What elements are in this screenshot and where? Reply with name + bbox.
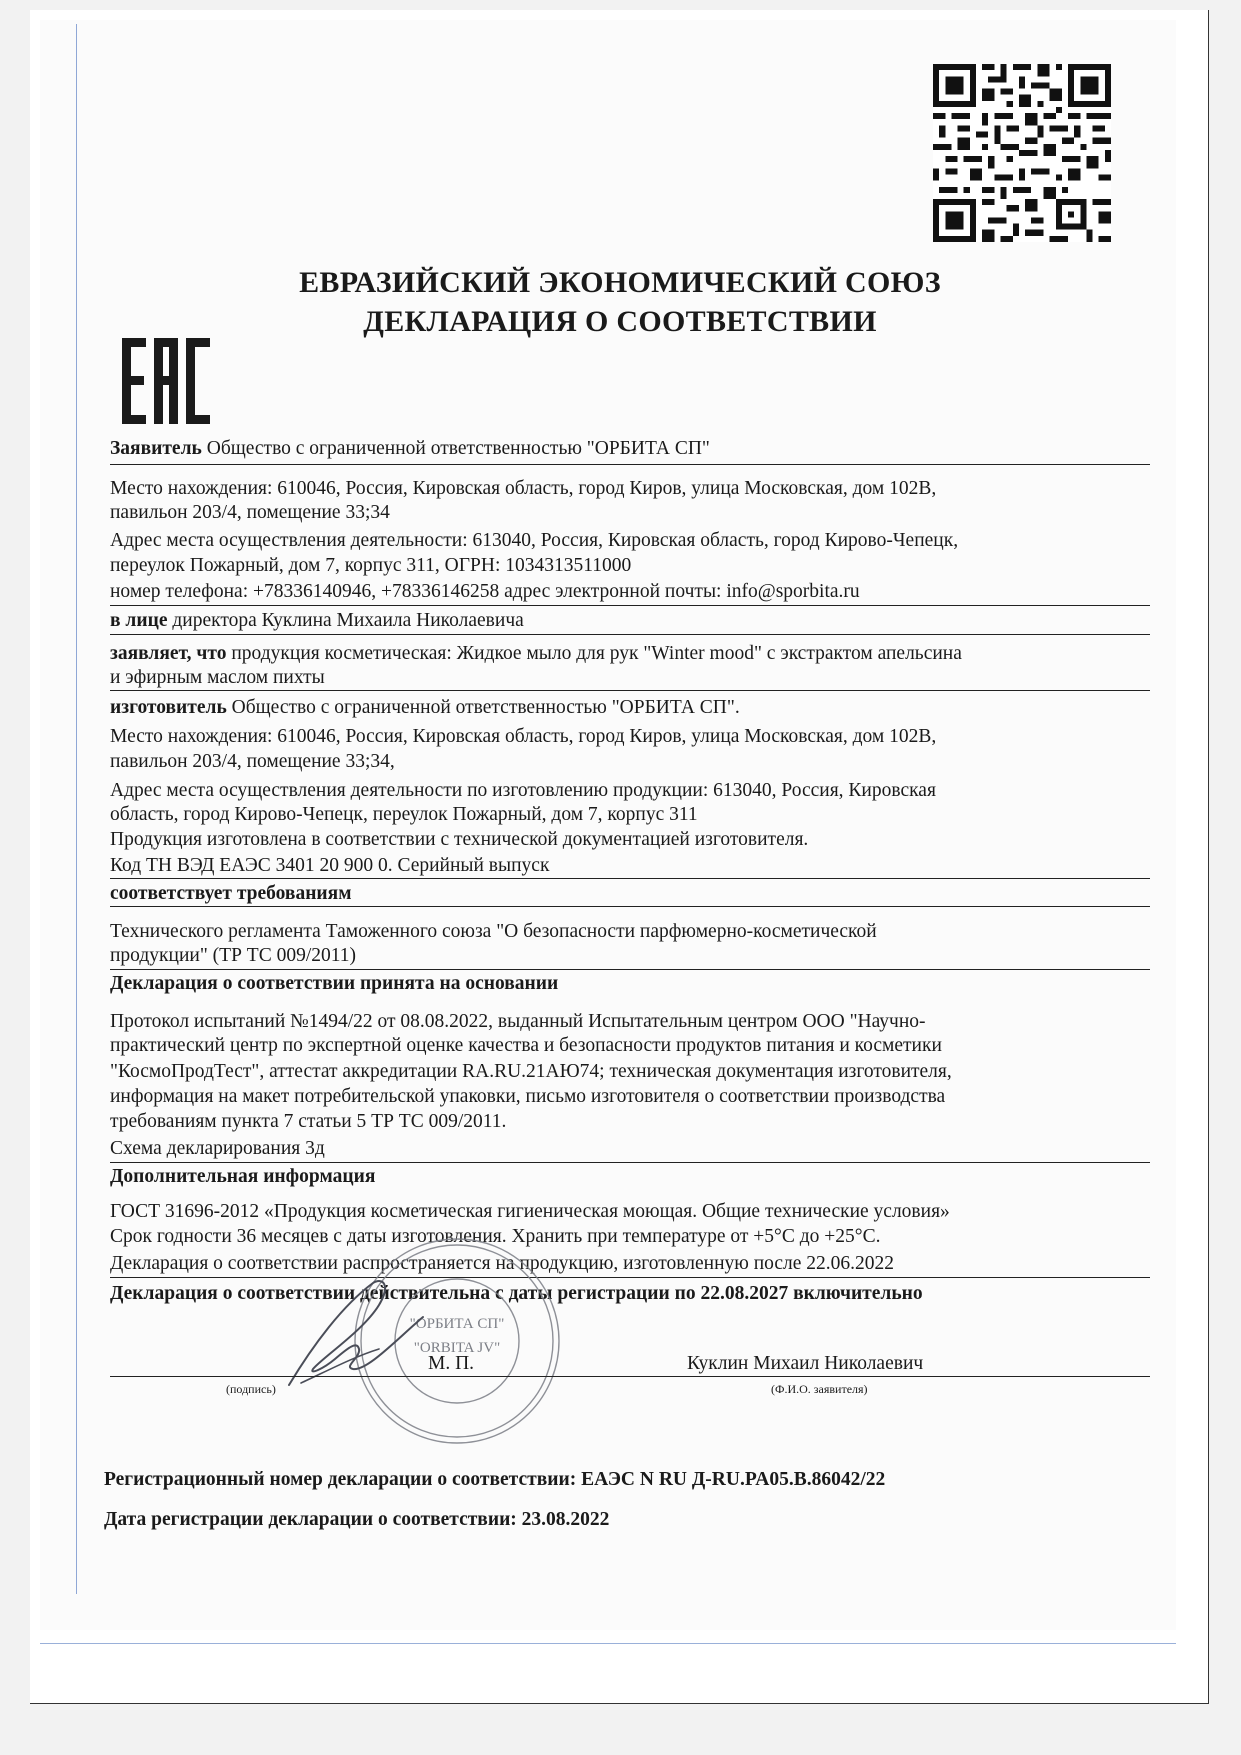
manufacturer-activity-line1: Адрес места осуществления деятельности по изготовлению продукции: 613040, Россия, Кировская (110, 780, 936, 801)
requirements-line1: Технического регламента Таможенного союза "О безопасности парфюмерно-косметической (110, 921, 877, 942)
applicant-person-line (110, 609, 524, 632)
document-title-line2: ДЕКЛАРАЦИЯ О СООТВЕТСТВИИ (363, 305, 877, 338)
validity-text: Декларация о соответствии действительна с даты регистрации по 22.08.2027 включительно (110, 1283, 923, 1304)
applicant-location-line2: павильон 203/4, помещение 33;34 (110, 502, 390, 523)
basis-label (110, 972, 558, 995)
applicant-location-line1: Место нахождения: 610046, Россия, Кировская область, город Киров, улица Московская, дом 102В, (110, 478, 937, 499)
basis-line4: информация на макет потребительской упаковки, письмо изготовителя о соответствии производства (110, 1086, 946, 1107)
applicant-contacts: номер телефона: +78336140946, +78336146258 адрес электронной почты: info@sporbita.ru (110, 581, 860, 602)
rule (110, 464, 1150, 465)
additional-line3: Декларация о соответствии распространяется на продукцию, изготовленную после 22.06.2022 (110, 1253, 895, 1274)
manufacturer-documentation: Продукция изготовлена в соответствии с технической документацией изготовителя. (110, 829, 809, 850)
page-bottom-line (40, 1643, 1176, 1644)
document-title-line1: ЕВРАЗИЙСКИЙ ЭКОНОМИЧЕСКИЙ СОЮЗ (299, 266, 941, 299)
product-line1 (110, 642, 962, 665)
applicant-activity-line1: Адрес места осуществления деятельности: 613040, Россия, Кировская область, город Кирово-Чепецк, (110, 530, 959, 551)
stamp-text-bottom: "ORBITA JV" (413, 1340, 501, 1356)
qr-code-icon (933, 64, 1111, 242)
applicant-line (110, 437, 710, 460)
rule (110, 1277, 1150, 1278)
product-code: Код ТН ВЭД ЕАЭС 3401 20 900 0. Серийный выпуск (110, 855, 550, 876)
manufacturer-location-line1: Место нахождения: 610046, Россия, Кировская область, город Киров, улица Московская, дом 102В, (110, 726, 937, 747)
applicant-person: директора Куклина Михаила Николаевича (167, 610, 524, 631)
product-description: продукция косметическая: Жидкое мыло для рук "Winter mood" с экстрактом апельсина (226, 643, 962, 664)
manufacturer-name: Общество с ограниченной ответственностью "ОРБИТА СП". (226, 697, 740, 718)
applicant-activity-line2: переулок Пожарный, дом 7, корпус 311, ОГРН: 1034313511000 (110, 555, 632, 576)
manufacturer-location-line2: павильон 203/4, помещение 33;34, (110, 751, 395, 772)
requirements-line2: продукции" (ТР ТС 009/2011) (110, 945, 357, 966)
person-label: в лице (110, 610, 168, 631)
additional-line1: ГОСТ 31696-2012 «Продукция косметическая гигиеническая моющая. Общие технические условия» (110, 1201, 950, 1222)
registration-number (104, 1468, 885, 1491)
rule (110, 634, 1150, 635)
rule (110, 690, 1150, 691)
applicant-label: Заявитель (110, 438, 202, 459)
manufacturer-label: изготовитель (110, 697, 227, 718)
basis-line5: требованиям пункта 7 статьи 5 ТР ТС 009/2011. (110, 1111, 507, 1132)
stamp-text-top: "ОРБИТА СП" (409, 1316, 505, 1332)
registration-date-text: Дата регистрации декларации о соответствии: 23.08.2022 (104, 1509, 610, 1530)
applicant-name: Общество с ограниченной ответственностью "ОРБИТА СП" (201, 438, 710, 459)
additional-label-text: Дополнительная информация (110, 1166, 376, 1187)
margin-line (76, 24, 77, 1594)
declaration-scheme: Схема декларирования 3д (110, 1138, 325, 1159)
signature-caption: (подпись) (226, 1382, 276, 1396)
rule (110, 878, 1150, 879)
product-line2: и эфирным маслом пихты (110, 667, 325, 688)
manufacturer-line (110, 696, 740, 719)
requirements-label (110, 882, 352, 905)
manufacturer-activity-line2: область, город Кирово-Чепецк, переулок Пожарный, дом 7, корпус 311 (110, 804, 698, 825)
additional-label (110, 1165, 375, 1188)
basis-line3: "КосмоПродТест", аттестат аккредитации RA.RU.21АЮ74; техническая документация изготовителя, (110, 1061, 952, 1082)
product-label: заявляет, что (110, 643, 227, 664)
basis-line2: практический центр по экспертной оценке качества и безопасности продуктов питания и косметики (110, 1035, 942, 1056)
name-caption: (Ф.И.О. заявителя) (771, 1382, 868, 1396)
basis-label-text: Декларация о соответствии принята на основании (110, 973, 559, 994)
signature-rule (110, 1376, 1150, 1377)
eac-logo (122, 338, 210, 424)
requirements-label-text: соответствует требованиям (110, 883, 352, 904)
rule (110, 1162, 1150, 1163)
rule (110, 605, 1150, 606)
handwritten-signature (283, 1265, 433, 1400)
rule (110, 906, 1150, 907)
stamp-place-mark: М. П. (428, 1353, 475, 1374)
registration-number-text: Регистрационный номер декларации о соответствии: ЕАЭС N RU Д-RU.PA05.B.86042/22 (104, 1469, 886, 1490)
basis-line1: Протокол испытаний №1494/22 от 08.08.2022, выданный Испытательным центром ООО "Научно- (110, 1011, 926, 1032)
applicant-full-name: Куклин Михаил Николаевич (687, 1353, 924, 1374)
rule (110, 969, 1150, 970)
registration-date (104, 1508, 609, 1531)
additional-line2: Срок годности 36 месяцев с даты изготовления. Хранить при температуре от +5°С до +25°С. (110, 1226, 881, 1247)
